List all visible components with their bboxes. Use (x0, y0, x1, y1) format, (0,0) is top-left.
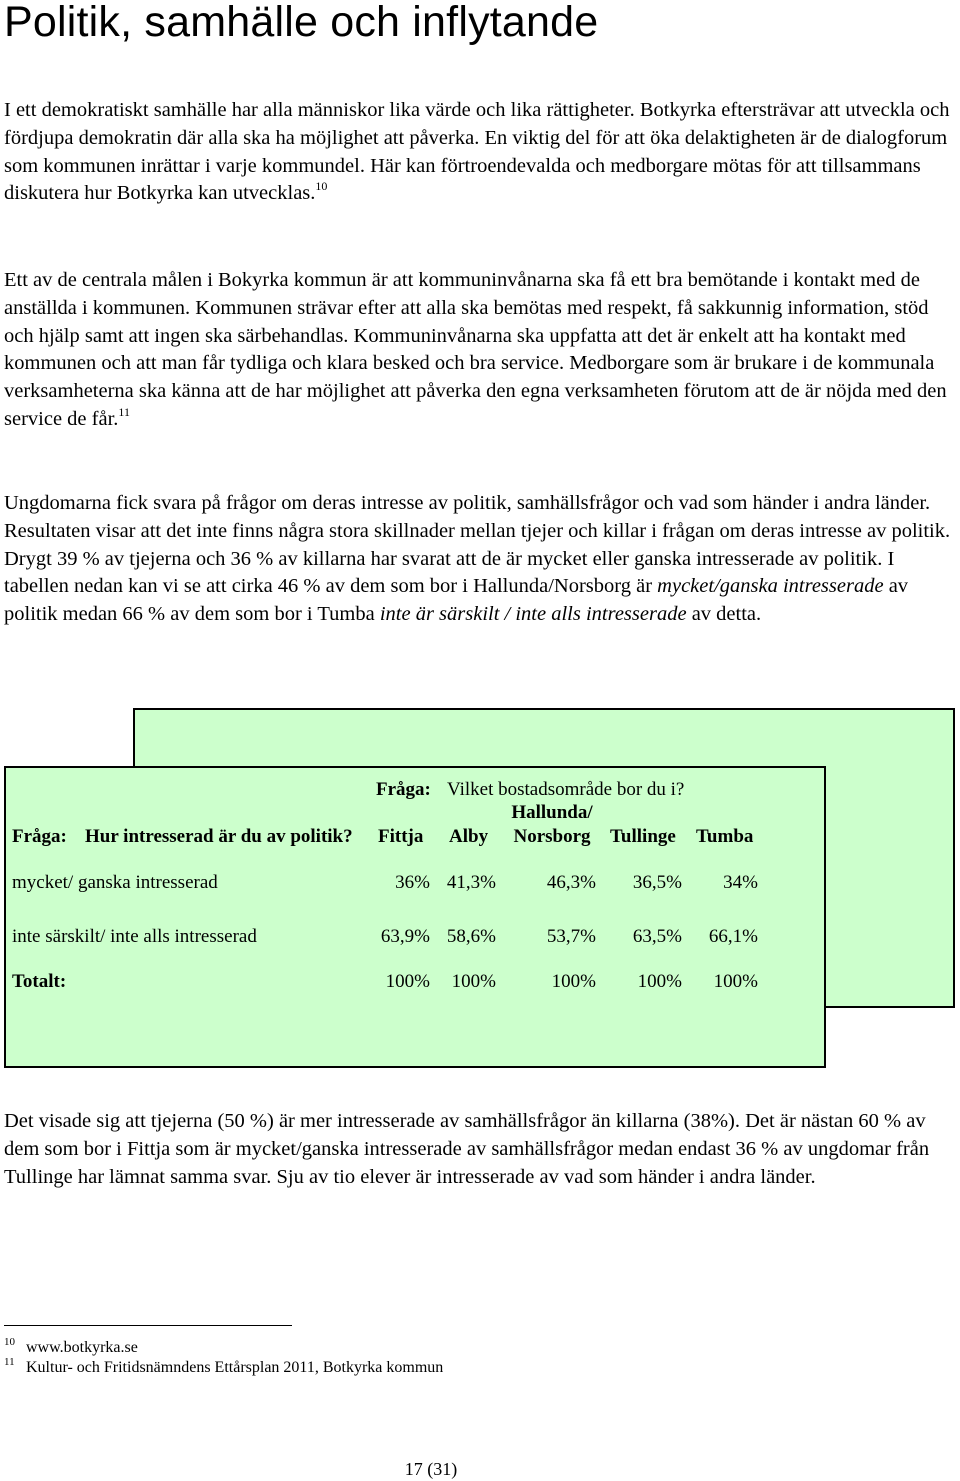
column-header-tumba: Tumba (696, 826, 754, 847)
footnote-number: 11 (4, 1356, 15, 1368)
survey-table (4, 766, 826, 1068)
question-label: Fråga: (12, 826, 67, 847)
page-number: 17 (31) (404, 1459, 458, 1479)
table-cell: 100% (637, 971, 682, 992)
column-header-norsborg: Norsborg (513, 826, 591, 847)
table-cell: 36,5% (632, 872, 682, 893)
paragraph-text: av politik medan 66 % av dem som bor i Tumba (4, 575, 909, 626)
table-cell: 41,3% (446, 872, 496, 893)
emphasis-text: mycket/ganska intresserade (657, 575, 884, 598)
paragraph-society-interest: Det visade sig att tjejerna (50 %) är mer intresserade av samhällsfrågor än killarna (38%). Det är nästan 60 % av dem som bor i Fittja som är mycket/ganska intresserade av samhällsfrågor medan endast 36 % av ungdomar från Tullinge har lämnat samma svar. Sju av tio elever är intresserade av vad som händer i andra länder. (4, 1110, 930, 1188)
paragraph-service (4, 267, 956, 434)
question-text: Vilket bostadsområde bor du i? (447, 779, 685, 800)
page-title: Politik, samhälle och inflytande (4, 0, 599, 46)
paragraph-text: Ungdomarna fick svara på frågor om deras intresse av politik, samhällsfrågor och vad som händer i andra länder. Resultaten visar att det inte finns några stora skillnader mellan tjejer och killar i frågan om deras intresse av politik. Drygt 39 % av tjejerna och 36 % av killarna har svarat att de är mycket eller ganska intresserade av politik. I tabellen nedan kan vi se att cirka 46 % av dem som bor i Hallunda/Norsborg är (4, 492, 951, 598)
column-header-hallunda: Hallunda/ (511, 802, 593, 823)
column-header-tullinge: Tullinge (610, 826, 676, 847)
table-cell: 53,7% (546, 926, 596, 947)
table-cell: 46,3% (546, 872, 596, 893)
table-cell: 100% (451, 971, 496, 992)
footnote-number: 10 (4, 1336, 15, 1348)
footnote-ref-11[interactable]: 11 (118, 404, 130, 419)
table-cell: 100% (551, 971, 596, 992)
footnote-ref-10[interactable]: 10 (315, 179, 328, 194)
emphasis-text: inte är särskilt / inte alls intresserade (379, 603, 687, 626)
column-header-fittja: Fittja (378, 826, 424, 847)
paragraph-text: Ett av de centrala målen i Bokyrka kommun är att kommuninvånarna ska få ett bra bemötande i kontakt med de anställda i kommunen. Kommunen strävar efter att alla ska bemötas med respekt, få sakkunnig information, stöd och hjälp samt att ingen ska särbehandlas. Kommuninvånarna ska uppfatta att det är enkelt att ha kontakt med kommunen och att man får tydliga och klara besked och bra service. Medborgare som är brukare i de kommunala verksamheterna ska känna att de har möjlighet att påverka den egna verksamheten förutom att de är nöjda med den service de får. (4, 269, 947, 430)
footnote-text: Kultur- och Fritidsnämndens Ettårsplan 2011, Botkyrka kommun (26, 1359, 444, 1376)
question-text: Hur intresserad är du av politik? (85, 826, 353, 847)
table-cell: 36% (395, 872, 430, 893)
footnote-link[interactable]: www.botkyrka.se (26, 1339, 138, 1356)
question-label: Fråga: (376, 779, 431, 800)
row-label-total: Totalt: (12, 971, 67, 992)
table-cell: 66,1% (708, 926, 758, 947)
row-label: mycket/ ganska intresserad (12, 872, 218, 893)
table-cell: 100% (385, 971, 430, 992)
table-cell: 58,6% (446, 926, 496, 947)
column-header-alby: Alby (449, 826, 489, 847)
table-cell: 100% (713, 971, 758, 992)
row-label: inte särskilt/ inte alls intresserad (12, 926, 257, 947)
paragraph-youth-politics (4, 490, 956, 629)
table-cell: 63,9% (380, 926, 430, 947)
footnote-separator (4, 1325, 292, 1326)
table-cell: 34% (723, 872, 758, 893)
paragraph-text: I ett demokratiskt samhälle har alla människor lika värde och lika rättigheter. Botkyrka eftersträvar att utveckla och fördjupa demokratin där alla ska ha möjlighet att påverka. En viktig del för att öka delaktigheten är de dialogforum som kommunen inrättar i varje kommundel. Här kan förtroendevalda och medborgare mötas för att tillsammans diskutera hur Botkyrka kan utvecklas. (4, 99, 950, 205)
paragraph-democracy (4, 97, 956, 208)
table-cell: 63,5% (632, 926, 682, 947)
paragraph-text: av detta. (686, 603, 762, 626)
